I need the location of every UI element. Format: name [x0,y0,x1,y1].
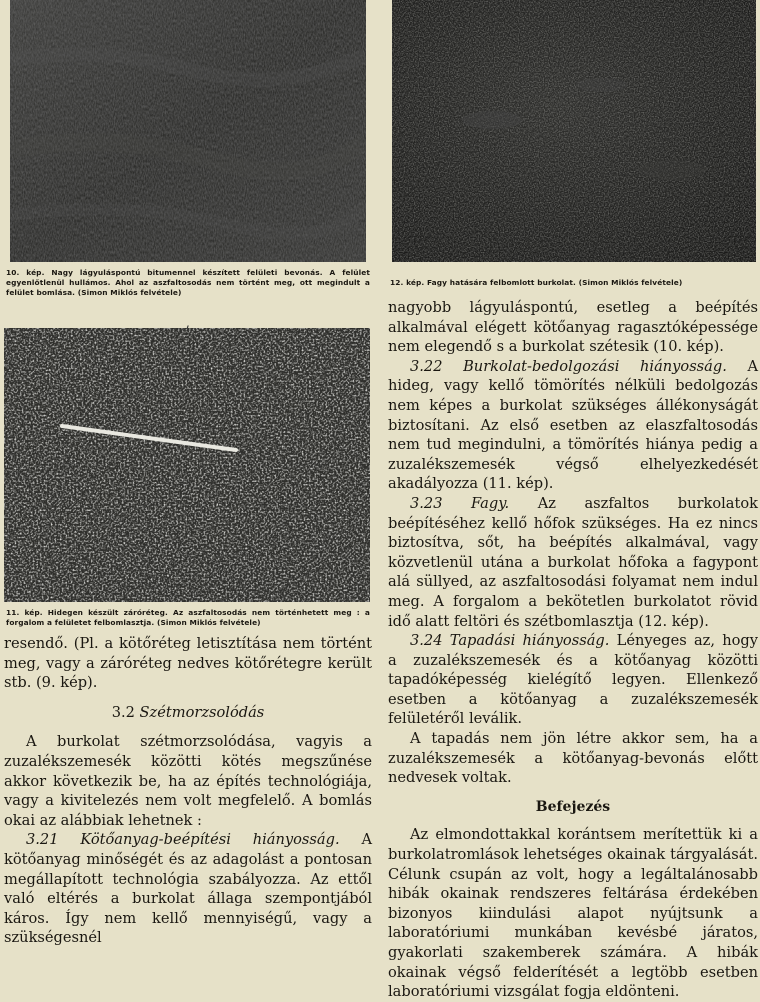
subsection-3-22-text: A hideg, vagy kellő tömörítés nélküli bedolgozás nem képes a burkolat szükséges állékonyságát biztosítani. Az első esetben az elaszfaltosodás nem tud megindulni, a tömörítés hiánya pedig a zuzalékszemesék végső elhelyezkedését akadályozza (11. kép). [388,357,758,493]
paragraph-3-24 [388,631,758,729]
paragraph-3-23 [388,494,758,631]
conclusion-heading: Befejezés [535,798,611,815]
subsection-3-23-title: 3.23 Fagy. [410,494,510,512]
left-column [4,0,372,948]
paragraph-3-22 [388,357,758,494]
paragraph-conclusion: Az elmondottakkal korántsem merítettük ki a burkolatromlások lehetséges okainak tárgyalását. Célunk csupán az volt, hogy a legáltalánosabb hibák okainak rendszeres feltárása érdekében bizonyos kiindulási alapot nyújtsunk a laboratóriumi munkában kevésbé járatos, gyakorlati szakemberek számára. A hibák okainak végső felderítését a legtöbb esetben laboratóriumi vizsgálat fogja eldönteni. [388,826,758,1001]
right-column [388,0,758,1002]
figure-10-caption: 10. kép. Nagy lágyuláspontú bitumennel készített felületi bevonás. A felület egyenlőtlenül hullámos. Ahol az aszfaltosodás nem történt meg, ott megindult a felület bomlása. (Simon Miklós felvétele) [6,268,370,297]
figure-10-photo [10,0,366,262]
subsection-3-22-title: 3.22 Burkolat-bedolgozási hiányosság. [410,357,727,375]
right-body-text [388,298,758,1002]
paragraph-adhesion: A tapadás nem jön létre akkor sem, ha a zuzalékszemesék a kötőanyag-bevonás előtt nedvesek voltak. [388,730,758,787]
subsection-3-24-title: 3.24 Tapadási hiányosság. [410,632,610,650]
paragraph-3-21 [4,830,372,948]
subsection-3-23-text: Az aszfaltos burkolatok beépítéséhez kellő hőfok szükséges. Ha ez nincs biztosítva, sőt, ha beépítés alkalmával, vagy közvetlenül utána a burkolat hőfoka a fagypont alá süllyed, az aszfaltosodási folyamat nem indul meg. A forgalom a bekötetlen burkolatot rövid idő alatt feltöri és szétbomlasztja (12. kép). [388,494,758,630]
figure-11-caption: 11. kép. Hidegen készült záróréteg. Az aszfaltosodás nem történhetett meg : a forgalom a felületet felbomlasztja. (Simon Miklós felvétele) [6,608,370,627]
section-title: Szétmorzsolódás [139,703,265,721]
left-body-text [4,634,372,948]
section-heading-3-2 [4,703,372,723]
paragraph-continuation-left: resendő. (Pl. a kötőréteg letisztítása nem történt meg, vagy a záróréteg nedves kötőrétegre került stb. (9. kép). [4,635,372,692]
figure-12-photo [392,0,756,262]
section-number: 3.2 [111,703,135,721]
paragraph-continuation-right: nagyobb lágyuláspontú, esetleg a beépítés alkalmával elégett kötőanyag ragasztóképessége nem elegendő s a burkolat szétesik (10. kép). [388,299,758,356]
subsection-3-21-title: 3.21 Kötőanyag-beépítési hiányosság. [26,831,340,849]
figure-11-photo [4,328,370,602]
subsection-3-24-text: Lényeges az, hogy a zuzalékszemesék és a kötőanyag közötti tapadóképesség kielégítő legyen. Ellenkező esetben a kötőanyag a zuzalékszemesék felületéről leválik. [388,632,758,728]
subsection-3-21-text: A kötőanyag minőségét és az adagolást a pontosan megállapított technológia szabályozza. Az ettől való eltérés a burkolat állaga szempontjából káros. Így nem kellő mennyiségű, vagy a szükségesnél [4,831,372,947]
figure-12-caption: 12. kép. Fagy hatására felbomlott burkolat. (Simon Miklós felvétele) [390,278,683,287]
paragraph-intro: A burkolat szétmorzsolódása, vagyis a zuzalékszemesék közötti kötés megszűnése akkor következik be, ha az építés technológiája, vagy a kivitelezés nem volt megfelelő. A bomlás okai az alábbiak lehetnek : [4,733,372,829]
